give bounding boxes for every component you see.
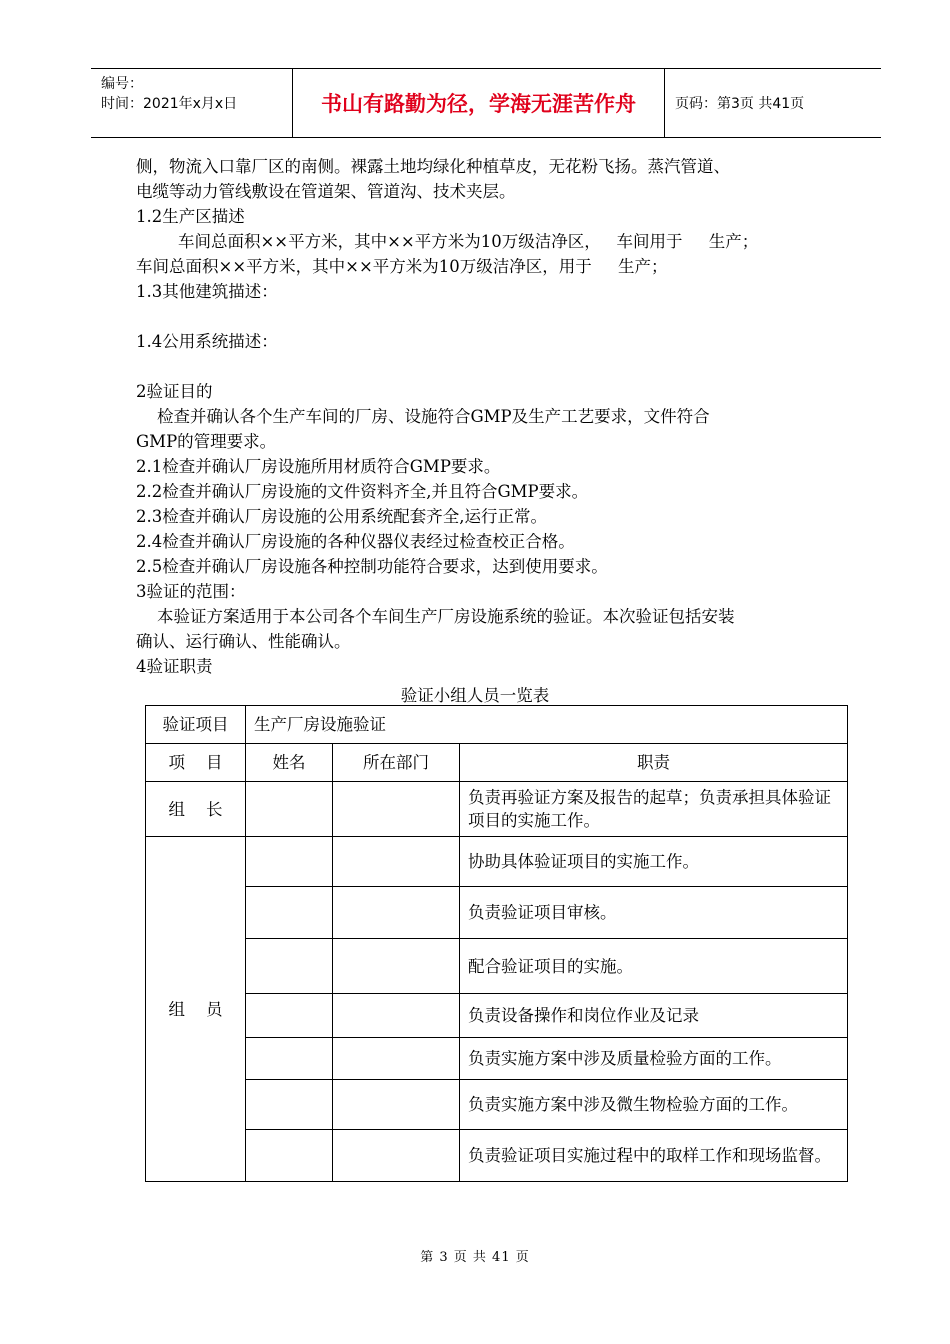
leader-label-cell: 组 长	[146, 782, 246, 837]
section-heading: 3验证的范围：	[136, 582, 246, 601]
table-row	[146, 1130, 848, 1182]
list-item: 2.3检查并确认厂房设施的公用系统配套齐全,运行正常。	[136, 507, 547, 526]
body-line: 本验证方案适用于本公司各个车间生产厂房设施系统的验证。本次验证包括安装	[136, 607, 735, 626]
project-label-cell: 验证项目	[146, 706, 246, 744]
table-row	[146, 782, 848, 837]
duty-cell: 负责实施方案中涉及微生物检验方面的工作。	[460, 1080, 848, 1130]
table-row	[146, 939, 848, 994]
header-meta	[91, 69, 293, 137]
department-cell	[333, 994, 460, 1038]
table-row	[146, 994, 848, 1038]
section-heading: 1.4公用系统描述：	[136, 332, 278, 351]
project-value-cell: 生产厂房设施验证	[246, 706, 848, 744]
list-item: 2.1检查并确认厂房设施所用材质符合GMP要求。	[136, 457, 501, 476]
name-cell	[246, 939, 333, 994]
header-slogan: 书山有路勤为径，学海无涯苦作舟	[293, 69, 665, 137]
department-cell	[333, 1130, 460, 1182]
duty-cell: 负责验证项目实施过程中的取样工作和现场监督。	[460, 1130, 848, 1182]
duty-cell: 负责设备操作和岗位作业及记录	[460, 994, 848, 1038]
body-line: 车间总面积××平方米，其中××平方米为10万级洁净区，用于 生产；	[136, 257, 668, 276]
blank-line	[136, 304, 840, 329]
name-cell	[246, 1130, 333, 1182]
header-cell: 姓名	[246, 744, 333, 782]
body-text	[136, 154, 840, 679]
header-cell: 项 目	[146, 744, 246, 782]
body-line: 确认、运行确认、性能确认。	[136, 632, 351, 651]
duty-cell: 负责实施方案中涉及质量检验方面的工作。	[460, 1038, 848, 1080]
members-table	[145, 705, 848, 1182]
body-line: 电缆等动力管线敷设在管道架、管道沟、技术夹层。	[136, 182, 516, 201]
doc-time-label: 时间：2021年x月x日	[101, 96, 238, 112]
department-cell	[333, 1038, 460, 1080]
duty-cell: 配合验证项目的实施。	[460, 939, 848, 994]
list-item: 2.5检查并确认厂房设施各种控制功能符合要求，达到使用要求。	[136, 557, 608, 576]
table-title: 验证小组人员一览表	[400, 686, 550, 705]
name-cell	[246, 1080, 333, 1130]
section-heading: 1.3其他建筑描述：	[136, 282, 278, 301]
department-cell	[333, 887, 460, 939]
department-cell	[333, 1080, 460, 1130]
name-cell	[246, 1038, 333, 1080]
department-cell	[333, 837, 460, 887]
blank-line	[136, 354, 840, 379]
table-row	[146, 706, 848, 744]
department-cell	[333, 782, 460, 837]
body-line: 车间总面积××平方米，其中××平方米为10万级洁净区， 车间用于 生产；	[136, 232, 759, 251]
name-cell	[246, 782, 333, 837]
name-cell	[246, 887, 333, 939]
section-heading: 4验证职责	[136, 657, 213, 676]
duty-cell: 负责验证项目审核。	[460, 887, 848, 939]
page-footer: 第 3 页 共 41 页	[420, 1250, 530, 1265]
header-page-number: 页码：第3页 共41页	[675, 96, 805, 112]
table-header-row	[146, 744, 848, 782]
body-line: 检查并确认各个生产车间的厂房、设施符合GMP及生产工艺要求，文件符合	[136, 407, 710, 426]
table-row	[146, 1080, 848, 1130]
name-cell	[246, 837, 333, 887]
name-cell	[246, 994, 333, 1038]
table-row	[146, 837, 848, 887]
page-header	[91, 68, 881, 138]
section-heading: 1.2生产区描述	[136, 207, 245, 226]
section-heading: 2验证目的	[136, 382, 213, 401]
header-cell: 职责	[460, 744, 848, 782]
duty-cell: 协助具体验证项目的实施工作。	[460, 837, 848, 887]
member-label-cell: 组 员	[146, 837, 246, 1182]
header-cell: 所在部门	[333, 744, 460, 782]
body-line: 侧，物流入口靠厂区的南侧。裸露土地均绿化种植草皮，无花粉飞扬。蒸汽管道、	[136, 157, 730, 176]
list-item: 2.4检查并确认厂房设施的各种仪器仪表经过检查校正合格。	[136, 532, 575, 551]
table-row	[146, 1038, 848, 1080]
body-line: GMP的管理要求。	[136, 432, 277, 451]
duty-cell: 负责再验证方案及报告的起草；负责承担具体验证项目的实施工作。	[460, 782, 848, 837]
table-row	[146, 887, 848, 939]
list-item: 2.2检查并确认厂房设施的文件资料齐全,并且符合GMP要求。	[136, 482, 589, 501]
department-cell	[333, 939, 460, 994]
doc-number-label: 编号：	[101, 76, 143, 92]
